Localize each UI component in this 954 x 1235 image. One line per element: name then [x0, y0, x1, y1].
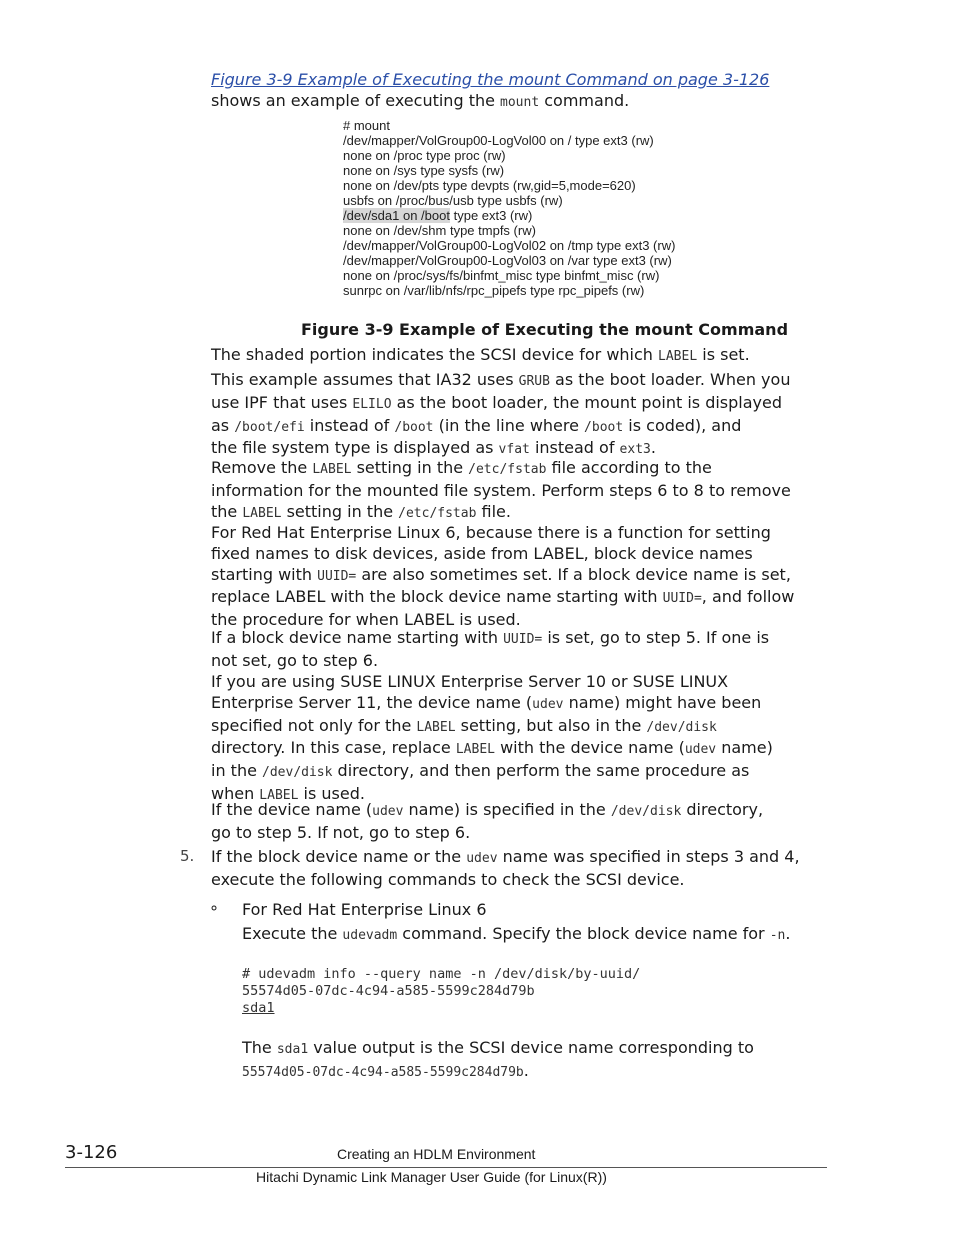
- intro-paragraph: Figure 3-9 Example of Executing the mount Command on page 3-126 shows an example of executing the mount command.: [211, 70, 770, 110]
- chapter-title: Creating an HDLM Environment: [337, 1146, 536, 1162]
- bullet-icon: ∘: [209, 898, 220, 917]
- paragraph-rhel6: For Red Hat Enterprise Linux 6, because there is a function for setting fixed names to disk devices, aside from LABEL, block device names starting with UUID= are also sometimes set. If a block device name is set, replace LABEL with the block device name starting with UUID=, and follow the procedure for when LABEL is used.: [211, 523, 795, 630]
- paragraph-shaded: The shaded portion indicates the SCSI device for which LABEL is set.: [211, 345, 750, 364]
- paragraph-remove-label: Remove the LABEL setting in the /etc/fstab file according to the information for the mounted file system. Perform steps 6 to 8 to remove the LABEL setting in the /etc/fstab file.: [211, 458, 791, 521]
- paragraph-boot-loader: This example assumes that IA32 uses GRUB as the boot loader. When you use IPF that uses ELILO as the boot loader, the mount point is displayed as /boot/efi instead of /boot (in the line where /boot is coded), and the file system type is displayed as vfat instead of ext3.: [211, 370, 791, 458]
- bullet-title: For Red Hat Enterprise Linux 6: [242, 900, 487, 919]
- bullet-instruction: Execute the udevadm command. Specify the block device name for -n.: [242, 924, 791, 943]
- book-title: Hitachi Dynamic Link Manager User Guide (for Linux(R)): [256, 1169, 607, 1185]
- mount-output-figure: # mount /dev/mapper/VolGroup00-LogVol00 on / type ext3 (rw) none on /proc type proc (rw) none on /sys type sysfs (rw) none on /dev/pts type devpts (rw,gid=5,mode=620) usbfs on /proc/bus/usb type usbfs (rw) /dev/sda1 on /boot type ext3 (rw) none on /dev/shm type tmpfs (rw) /dev/mapper/VolGroup00-LogVol02 on /tmp type ext3 (rw) /dev/mapper/VolGroup00-LogVol03 on /var type ext3 (rw) none on /proc/sys/fs/binfmt_misc type binfmt_misc (rw) sunrpc on /var/lib/nfs/rpc_pipefs type rpc_pipefs (rw): [343, 118, 676, 298]
- paragraph-dev-disk: If the device name (udev name) is specified in the /dev/disk directory, go to step 5. If not, go to step 6.: [211, 800, 764, 842]
- figure-caption: Figure 3-9 Example of Executing the mount Command: [301, 320, 789, 339]
- step-number: 5.: [180, 847, 195, 865]
- paragraph-suse: If you are using SUSE LINUX Enterprise Server 10 or SUSE LINUX Enterprise Server 11, the device name (udev name) might have been specified not only for the LABEL setting, but also in the /dev/disk directory. In this case, replace LABEL with the device name (udev name) in the /dev/disk directory, and then perform the same procedure as when LABEL is used.: [211, 672, 773, 803]
- step-5-text: If the block device name or the udev name was specified in steps 3 and 4, execute the following commands to check the SCSI device.: [211, 847, 800, 889]
- paragraph-uuid: If a block device name starting with UUID= is set, go to step 5. If one is not set, go to step 6.: [211, 628, 770, 670]
- udevadm-code-block: # udevadm info --query name -n /dev/disk/by-uuid/ 55574d05-07dc-4c94-a585-5599c284d79b sda1: [242, 966, 641, 1016]
- footer-divider: [65, 1167, 827, 1168]
- shaded-scsi-device: /dev/sda1 on /boot: [343, 208, 450, 223]
- page-number: 3-126: [65, 1142, 118, 1163]
- result-paragraph: The sda1 value output is the SCSI device name corresponding to 55574d05-07dc-4c94-a585-5599c284d79b.: [242, 1038, 754, 1080]
- figure-link[interactable]: Figure 3-9 Example of Executing the mount Command on page 3-126: [211, 70, 770, 89]
